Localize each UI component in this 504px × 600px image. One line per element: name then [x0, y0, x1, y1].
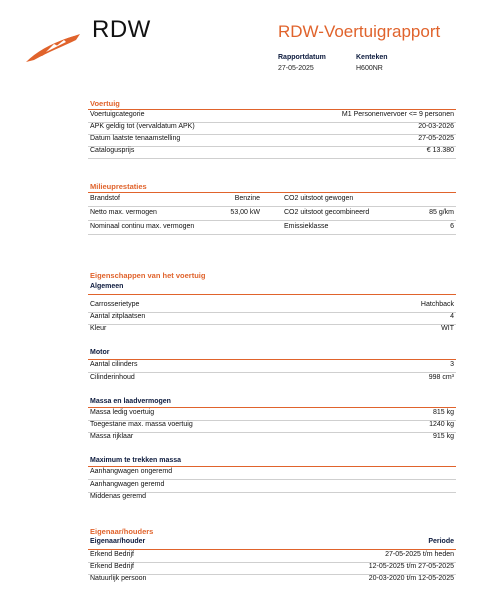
- table-header-row: [88, 537, 456, 549]
- row-value: 3: [450, 361, 454, 368]
- row-value: 53,00 kW: [230, 209, 260, 216]
- row-label: Middenas geremd: [90, 493, 147, 500]
- section-title-voertuig: Voertuig: [90, 99, 120, 108]
- column-header-period: Periode: [428, 538, 454, 545]
- subsection-title-motor: Motor: [90, 349, 110, 356]
- table-row: [88, 300, 456, 312]
- subsection-title-trekken: Maximum te trekken massa: [90, 457, 182, 464]
- row-label: Brandstof: [90, 195, 120, 202]
- plate-value: H600NR: [356, 65, 383, 72]
- row-value: 27-05-2025 t/m heden: [385, 551, 454, 558]
- row-label: CO2 uitstoot gecombineerd: [284, 209, 370, 216]
- rdw-logo-icon: [24, 30, 82, 64]
- row-divider: [88, 234, 456, 235]
- row-label: Catalogusprijs: [90, 147, 135, 154]
- row-value: 4: [450, 313, 454, 320]
- row-value: Hatchback: [420, 301, 454, 308]
- logo-text: RDW: [92, 16, 151, 43]
- section-title-eigenschappen: Eigenschappen van het voertuig: [90, 271, 206, 280]
- table-row: [88, 408, 456, 420]
- row-value: 20-03-2026: [418, 123, 454, 130]
- table-row: [88, 312, 456, 324]
- row-divider: [88, 220, 456, 221]
- section-title-eigenaar: Eigenaar/houders: [90, 527, 154, 536]
- table-row: [88, 432, 456, 444]
- subsection-title-massa: Massa en laadvermogen: [90, 398, 171, 405]
- row-value: 20-03-2020 t/m 12-05-2025: [368, 575, 454, 582]
- plate-label: Kenteken: [356, 54, 388, 61]
- row-value: M1 Personenvervoer <= 9 personen: [341, 111, 454, 118]
- row-label: Cilinderinhoud: [90, 374, 135, 381]
- row-label: Aantal cilinders: [90, 361, 138, 368]
- row-label: Carrosserietype: [90, 301, 140, 308]
- table-row: [88, 360, 456, 372]
- row-label: Toegestane max. massa voertuig: [90, 421, 193, 428]
- row-label: Massa rijklaar: [90, 433, 134, 440]
- table-row: [88, 110, 456, 122]
- table-row: [88, 194, 456, 206]
- row-label: Voertuigcategorie: [90, 111, 145, 118]
- table-row: [88, 373, 456, 385]
- table-row: [88, 420, 456, 432]
- row-label: Nominaal continu max. vermogen: [90, 223, 195, 230]
- table-row: [88, 574, 456, 586]
- table-row: [88, 146, 456, 158]
- row-label: Netto max. vermogen: [90, 209, 157, 216]
- row-value: WIT: [441, 325, 454, 332]
- row-value: 915 kg: [432, 433, 454, 440]
- row-label: Natuurlijk persoon: [90, 575, 147, 582]
- subsection-title-algemeen: Algemeen: [90, 283, 124, 290]
- row-label: CO2 uitstoot gewogen: [284, 195, 354, 202]
- table-row: [88, 222, 456, 234]
- row-divider: [88, 206, 456, 207]
- row-label: Aanhangwagen geremd: [90, 481, 165, 488]
- row-value: Benzine: [234, 195, 260, 202]
- report-title: RDW-Voertuigrapport: [278, 22, 441, 41]
- table-row: [88, 562, 456, 574]
- row-divider: [88, 158, 456, 159]
- row-value: € 13.380: [426, 147, 454, 154]
- row-label: Massa ledig voertuig: [90, 409, 155, 416]
- table-row: [88, 550, 456, 562]
- report-date-label: Rapportdatum: [278, 54, 326, 61]
- row-label: Aanhangwagen ongeremd: [90, 468, 173, 475]
- row-label: Erkend Bedrijf: [90, 563, 134, 570]
- row-value: 815 kg: [432, 409, 454, 416]
- row-value: 12-05-2025 t/m 27-05-2025: [368, 563, 454, 570]
- table-row: [88, 324, 456, 336]
- row-label: Aantal zitplaatsen: [90, 313, 146, 320]
- table-row: [88, 480, 456, 492]
- row-value: 998 cm³: [428, 374, 454, 381]
- column-header-owner: Eigenaar/houder: [90, 538, 146, 545]
- report-date-value: 27-05-2025: [278, 65, 314, 72]
- table-row: [88, 492, 456, 504]
- table-row: [88, 467, 456, 479]
- row-value: 6: [450, 223, 454, 230]
- table-row: [88, 134, 456, 146]
- row-label: APK geldig tot (vervaldatum APK): [90, 123, 195, 130]
- row-value: 85 g/km: [429, 209, 454, 216]
- row-label: Emissieklasse: [284, 223, 329, 230]
- row-label: Datum laatste tenaamstelling: [90, 135, 181, 142]
- section-divider: [88, 192, 456, 193]
- row-label: Erkend Bedrijf: [90, 551, 134, 558]
- row-label: Kleur: [90, 325, 107, 332]
- table-row: [88, 122, 456, 134]
- row-value: 27-05-2025: [418, 135, 454, 142]
- section-divider: [88, 294, 456, 295]
- row-value: 1240 kg: [429, 421, 454, 428]
- section-title-milieu: Milieuprestaties: [90, 182, 147, 191]
- table-row: [88, 208, 456, 220]
